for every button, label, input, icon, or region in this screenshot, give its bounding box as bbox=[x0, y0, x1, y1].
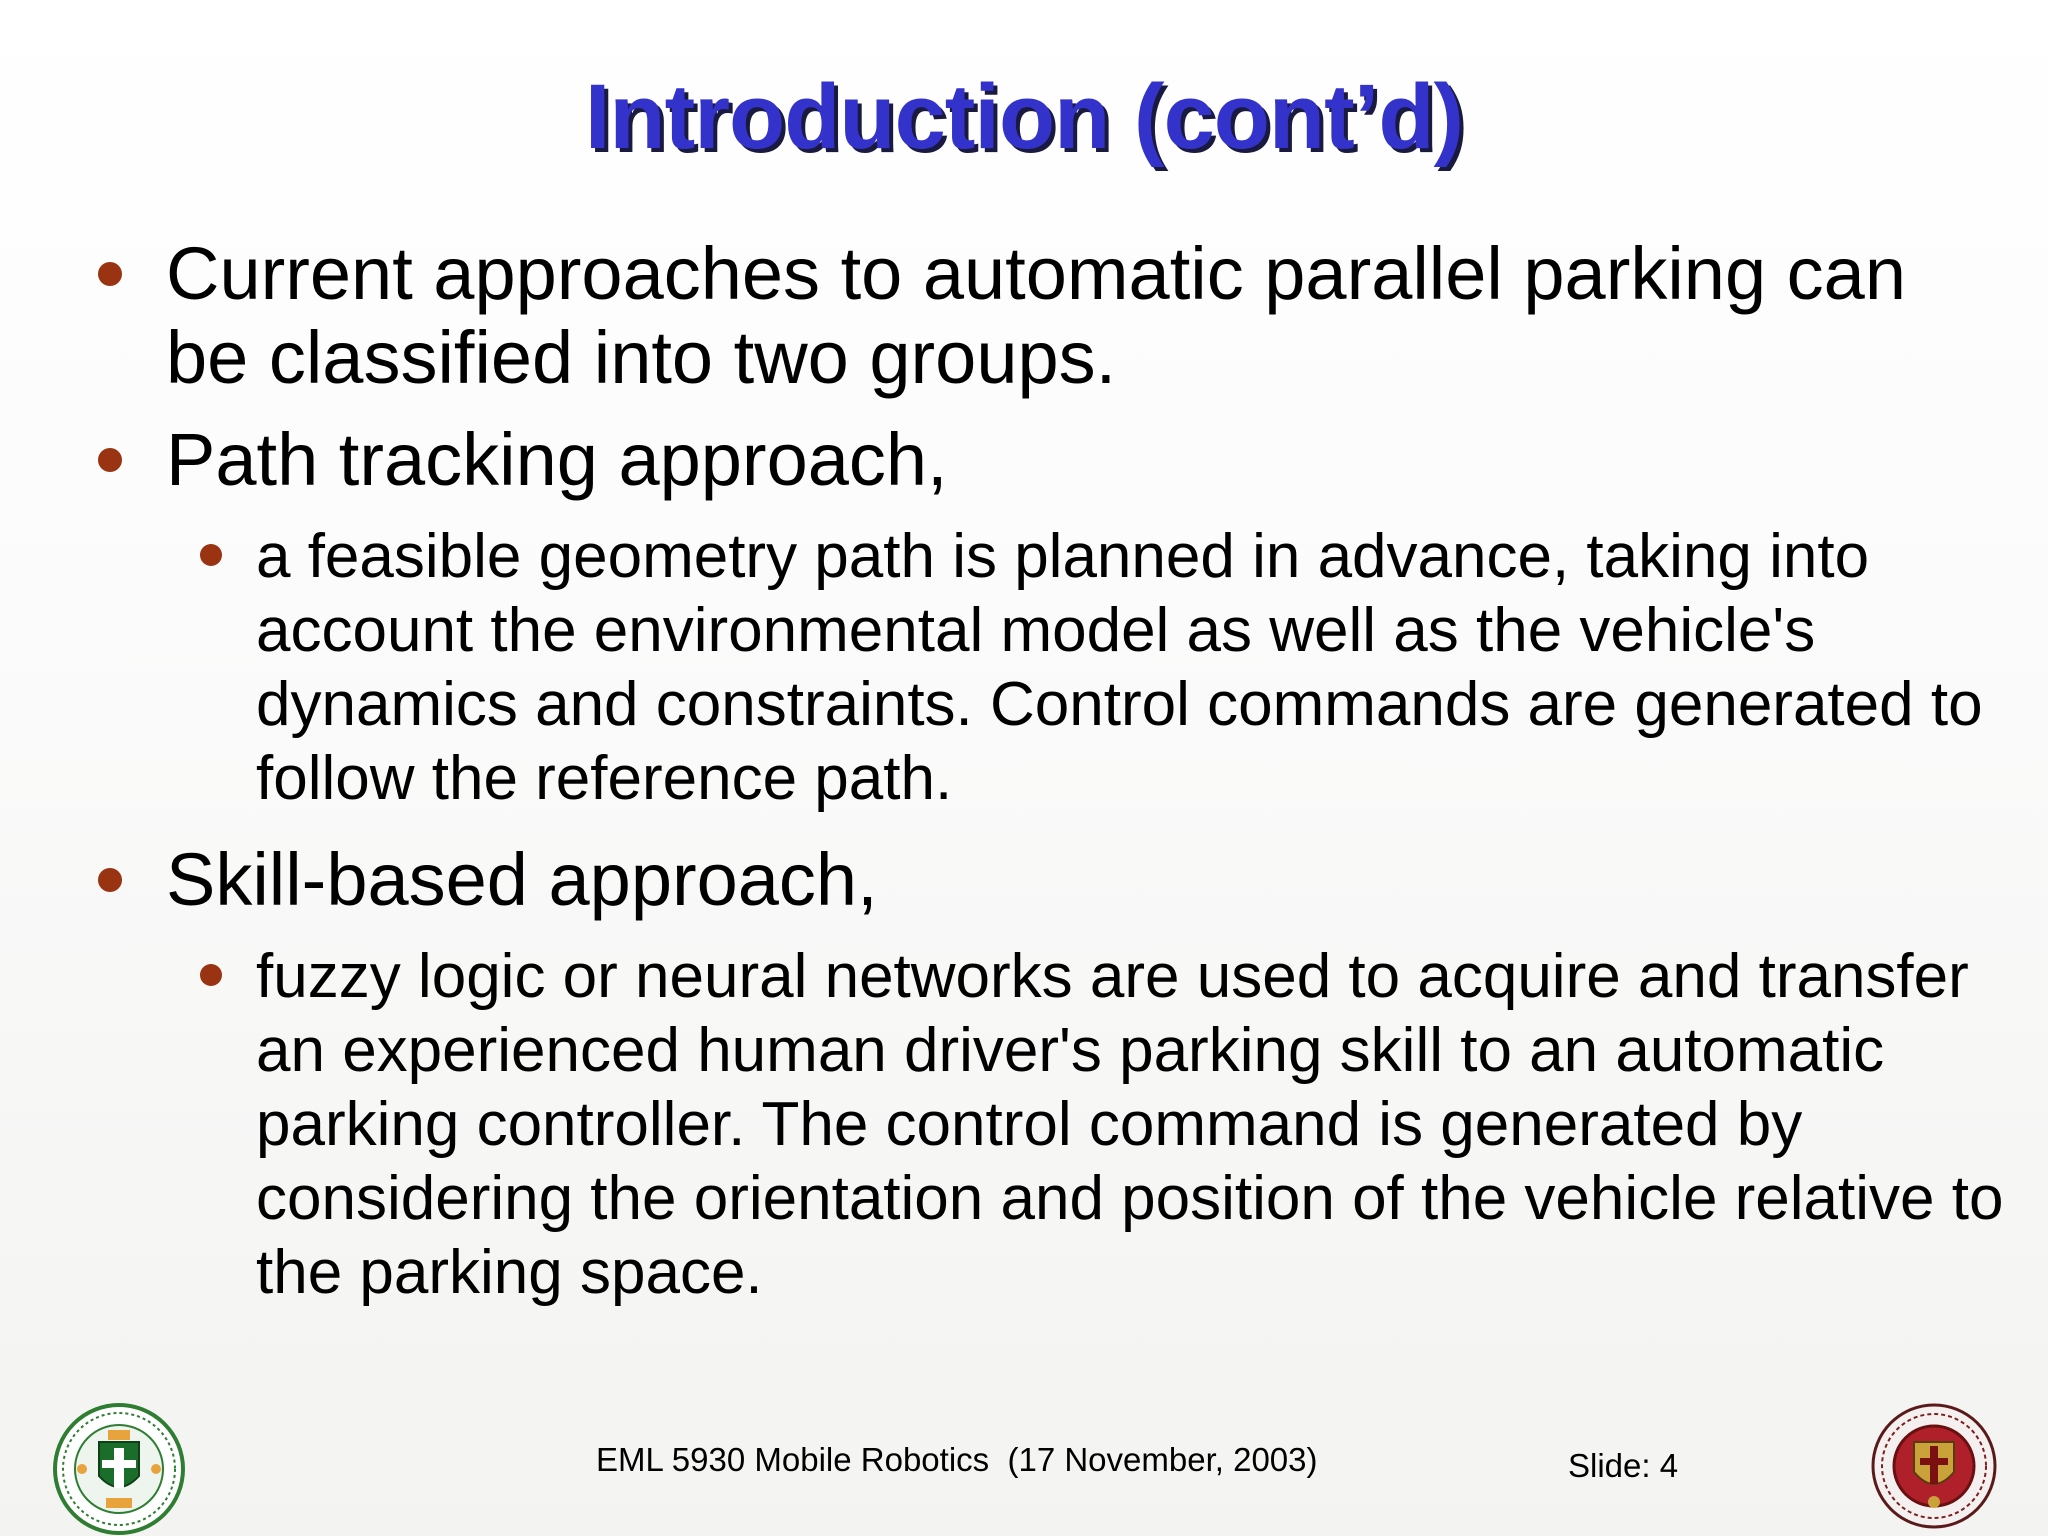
bullet-text: Path tracking approach, bbox=[166, 418, 948, 501]
footer-course-info: EML 5930 Mobile Robotics (17 November, 2003) bbox=[596, 1441, 1318, 1478]
bullet-dot-icon bbox=[98, 262, 122, 286]
fsu-seal-logo bbox=[1870, 1402, 1998, 1530]
sub-bullet-dot-icon bbox=[200, 544, 222, 566]
sub-bullet-item bbox=[166, 520, 2006, 816]
bullet-text: Skill-based approach, bbox=[166, 838, 878, 921]
sub-bullet-item bbox=[166, 940, 2006, 1310]
slide-number: Slide: 4 bbox=[1568, 1447, 1679, 1484]
bullet-text: Current approaches to automatic parallel parking can be classified into two groups. bbox=[166, 232, 1906, 399]
bullet-item bbox=[90, 418, 1990, 502]
bullet-item bbox=[90, 838, 1990, 922]
famu-seal-logo bbox=[52, 1402, 186, 1536]
slide-title: Introduction (cont’d) bbox=[584, 66, 1464, 168]
bullet-dot-icon bbox=[98, 448, 122, 472]
bullet-item bbox=[90, 232, 1990, 400]
sub-bullet-text: fuzzy logic or neural networks are used to acquire and transfer an experienced human driver's parking skill to an automatic parking controller. The control command is generated by considering the orientation and position of the vehicle relative to the parking space. bbox=[256, 942, 2004, 1307]
sub-bullet-text: a feasible geometry path is planned in advance, taking into account the environmental model as well as the vehicle's dynamics and constraints. Control commands are generated to follow the reference path. bbox=[256, 522, 1983, 813]
bullet-dot-icon bbox=[98, 868, 122, 892]
sub-bullet-dot-icon bbox=[200, 964, 222, 986]
slide-content bbox=[90, 232, 2004, 1332]
